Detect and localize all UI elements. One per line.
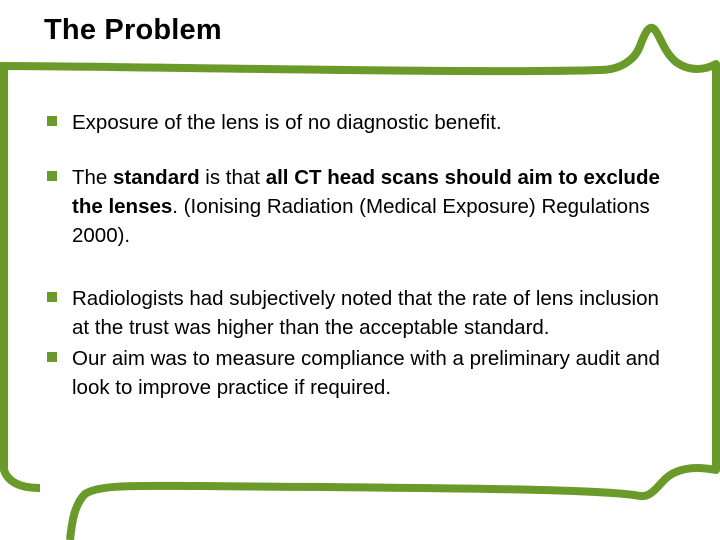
bullet-list	[44, 108, 674, 402]
bullet-item	[44, 108, 674, 137]
bullet-text-segment: is that	[199, 166, 266, 189]
slide-title: The Problem	[44, 14, 222, 46]
bullet-square-icon	[47, 352, 57, 362]
frame-left-edge	[4, 66, 40, 488]
bullet-square-icon	[47, 171, 57, 181]
bullet-text	[72, 111, 502, 134]
bullet-text	[72, 287, 659, 339]
bullet-item	[44, 284, 674, 342]
bullet-bold-text: standard	[113, 166, 200, 189]
bullet-text-segment: Exposure of the lens is of no diagnostic benefit.	[72, 111, 502, 134]
bullet-text-segment: The	[72, 166, 114, 189]
bullet-text-segment: . (Ionising Radiation (Medical Exposure) Regulations 2000).	[72, 195, 650, 247]
bullet-square-icon	[47, 116, 57, 126]
bullet-bold-text: all CT head scans should aim to exclude the lenses	[72, 166, 660, 218]
bullet-text-segment: Our aim was to measure compliance with a preliminary audit and look to improve practice if required.	[72, 347, 660, 399]
bullet-text	[72, 166, 660, 247]
bullet-square-icon	[47, 292, 57, 302]
bullet-item	[44, 344, 674, 402]
bullet-text	[72, 347, 660, 399]
bullet-item	[44, 163, 674, 250]
bullet-text-segment: Radiologists had subjectively noted that the rate of lens inclusion at the trust was higher than the acceptable standard.	[72, 287, 659, 339]
